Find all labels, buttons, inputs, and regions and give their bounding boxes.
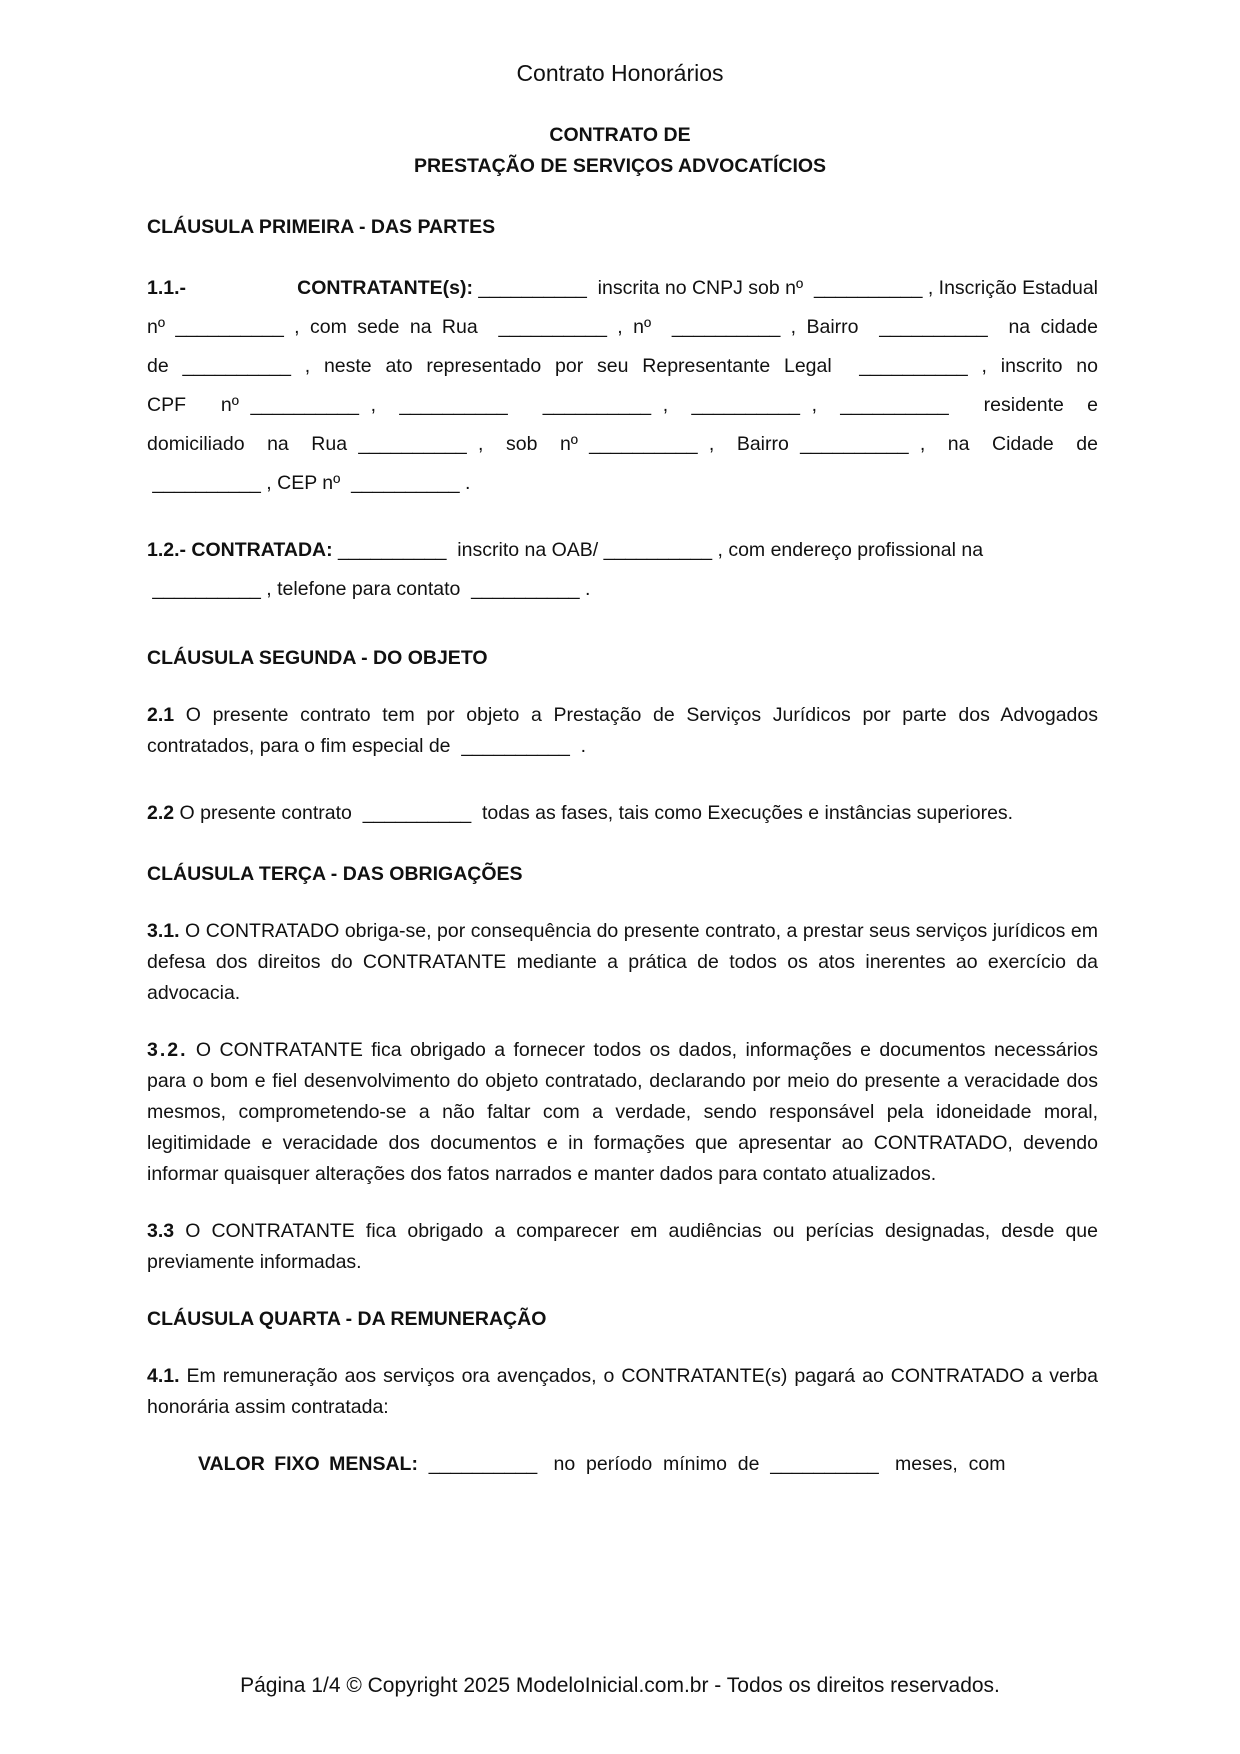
clause-text: O presente contrato tem por objeto a Prestação de Serviços Jurídicos por parte dos Advogados contratados, para o fim especial de __________ . (147, 704, 1104, 757)
clause-1-heading: CLÁUSULA PRIMEIRA - DAS PARTES (147, 216, 496, 238)
clause-4-1 (147, 1361, 1098, 1423)
clause-1-1-line-5: domiciliado na Rua __________ , sob nº __________ , Bairro __________ , na Cidade de (147, 433, 1098, 455)
valor-fixo-mensal (147, 1449, 1098, 1480)
page-header: Contrato Honorários (516, 60, 724, 86)
clause-label: 3.1. (147, 920, 180, 942)
title-line-2: PRESTAÇÃO DE SERVIÇOS ADVOCATÍCIOS (413, 155, 827, 177)
clause-text: O presente contrato __________ todas as fases, tais como Execuções e instâncias superiores. (174, 802, 1014, 824)
clause-text: __________ no período mínimo de __________ meses, com (417, 1453, 1006, 1475)
clause-text: __________ inscrita no CNPJ sob nº __________ , Inscrição Estadual (472, 277, 1098, 299)
clause-4-heading: CLÁUSULA QUARTA - DA REMUNERAÇÃO (147, 1308, 547, 1330)
document-title (0, 120, 1240, 182)
clause-label: 2.2 (147, 802, 175, 824)
clause-1-1-line-4: CPF nº __________ , __________ __________ , __________ , __________ residente e (147, 394, 1098, 416)
clause-3-3 (147, 1216, 1098, 1278)
clause-text: O CONTRATANTE fica obrigado a comparecer em audiências ou perícias designadas, desde que previamente informadas. (147, 1220, 1098, 1273)
clause-3-2 (147, 1035, 1098, 1190)
clause-label: 1.2.- CONTRATADA: (147, 539, 333, 561)
clause-3-heading: CLÁUSULA TERÇA - DAS OBRIGAÇÕES (147, 863, 523, 885)
clause-1-2-contratada (147, 531, 1098, 609)
clause-text: O CONTRATANTE fica obrigado a fornecer todos os dados, informações e documentos necessários para o bom e fiel desenvolvimento do objeto contratado, declarando por meio do presente a veracidade dos mesmos, comprometendo-se a não faltar com a verdade, sendo responsável pela idoneidade moral, legitimidade e veracidade dos documentos e in formações que apresentar ao CONTRATADO, devendo informar quaisquer alterações dos fatos narrados e manter dados para contato atualizados. (147, 1039, 1098, 1185)
clause-2-2 (147, 798, 1098, 829)
clause-3-1 (147, 916, 1098, 1009)
clause-label: 3.3 (147, 1220, 175, 1242)
clause-2-1 (147, 700, 1104, 762)
clause-label: 1.1.- CONTRATANTE(s): (147, 277, 473, 299)
clause-1-1-line-2: nº __________ , com sede na Rua __________ , nº __________ , Bairro __________ na cidade (147, 316, 1098, 338)
clause-label: 4.1. (147, 1365, 180, 1387)
clause-1-1-line-6: __________ , CEP nº __________ . (147, 472, 471, 494)
title-line-1: CONTRATO DE (549, 124, 691, 146)
clause-text: Em remuneração aos serviços ora avençados, o CONTRATANTE(s) pagará ao CONTRATADO a verba honorária assim contratada: (147, 1365, 1098, 1418)
document-body (147, 212, 1104, 1480)
clause-text: __________ inscrito na OAB/ __________ , com endereço profissional na (332, 539, 984, 561)
clause-label: 3.2. (147, 1039, 188, 1061)
clause-label: 2.1 (147, 704, 175, 726)
clause-1-1-line-3: de __________ , neste ato representado por seu Representante Legal __________ , inscrito no (147, 355, 1098, 377)
clause-text: O CONTRATADO obriga-se, por consequência do presente contrato, a prestar seus serviços jurídicos em defesa dos direitos do CONTRATANTE mediante a prática de todos os atos inerentes ao exercício da advocacia. (147, 920, 1098, 1004)
clause-label: VALOR FIXO MENSAL: (198, 1453, 418, 1475)
clause-1-1-line-1 (147, 269, 1098, 308)
clause-2-heading: CLÁUSULA SEGUNDA - DO OBJETO (147, 647, 488, 669)
clause-1-2-line-2: __________ , telefone para contato __________ . (147, 578, 591, 600)
clause-1-1-contratante (147, 269, 1098, 503)
clause-1-2-line-1 (147, 531, 1098, 570)
page-footer: Página 1/4 © Copyright 2025 ModeloInicial.com.br - Todos os direitos reservados. (240, 1674, 1000, 1697)
